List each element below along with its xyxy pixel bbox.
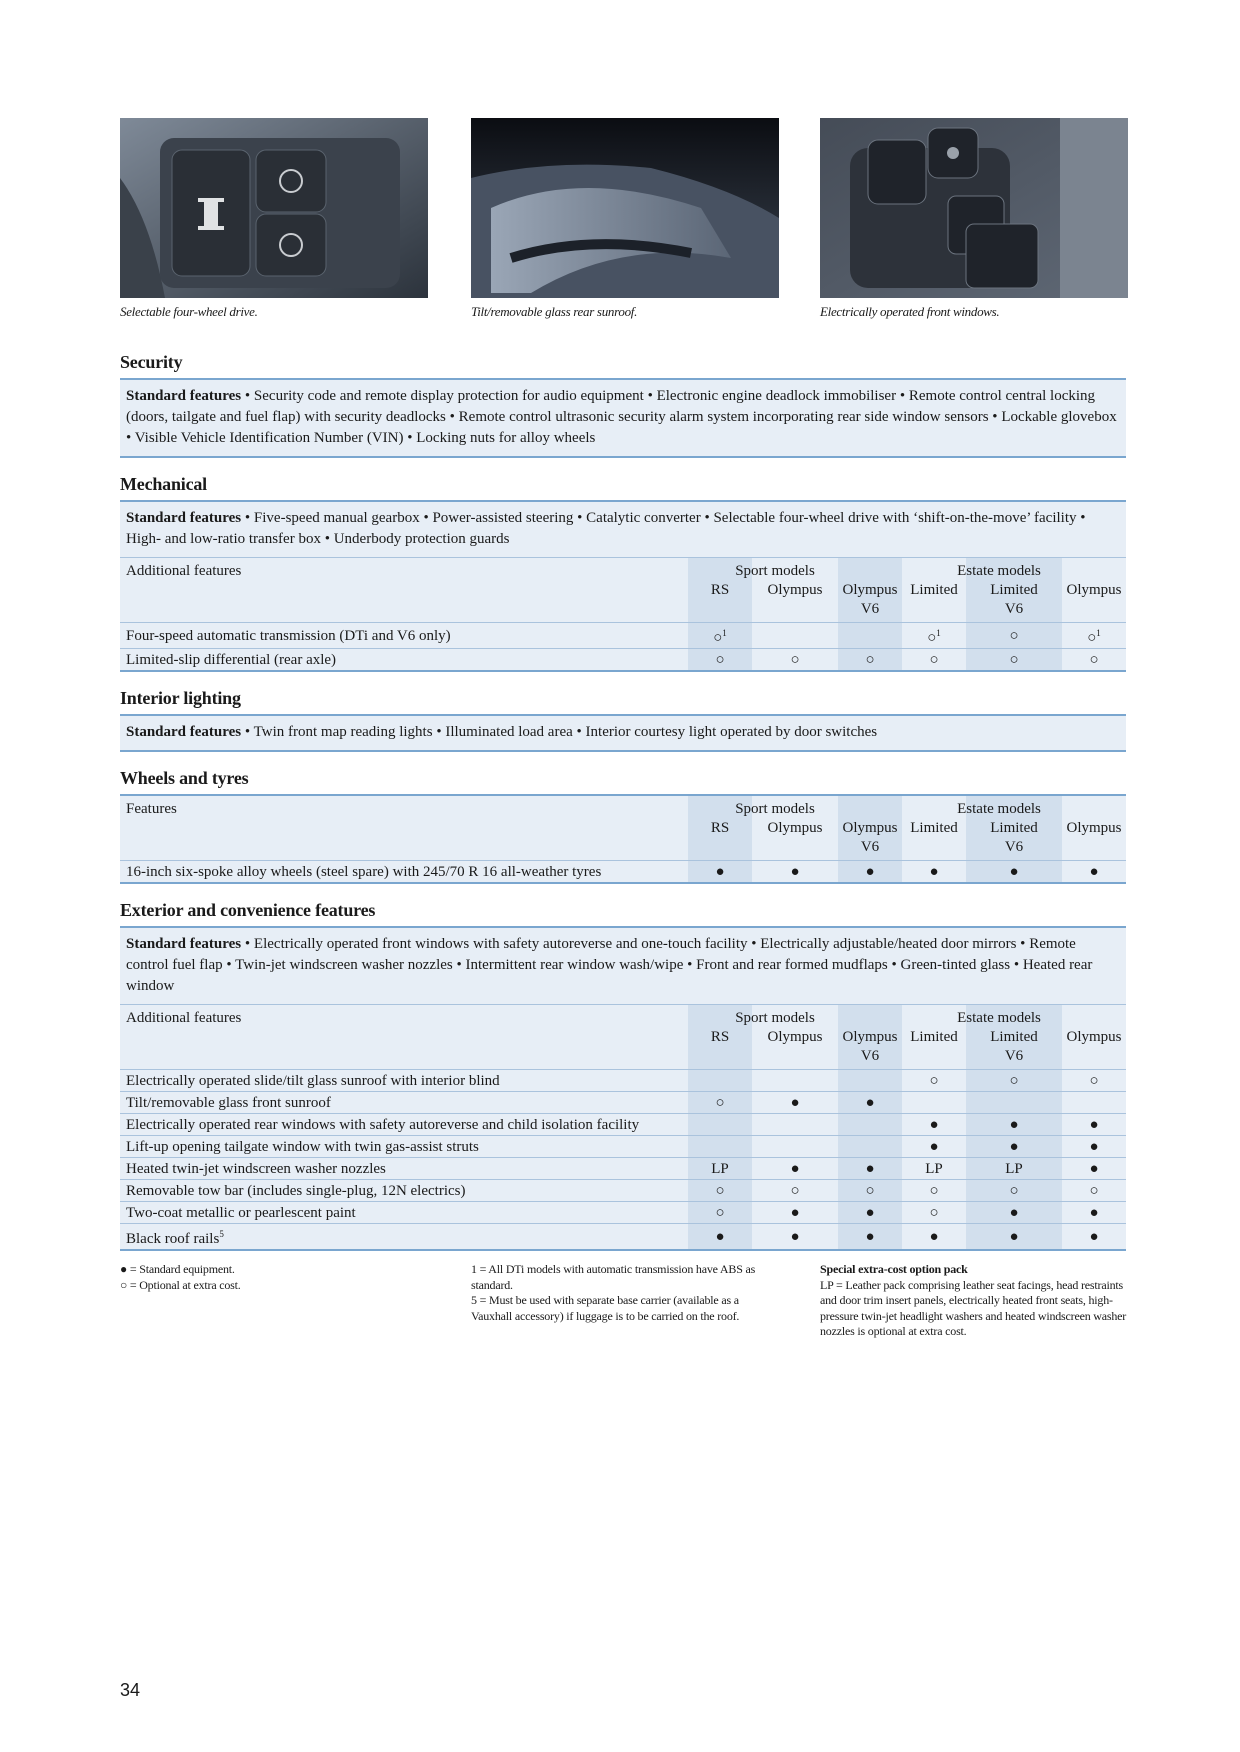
feature-name: Electrically operated slide/tilt glass sunroof with interior blind bbox=[120, 1070, 688, 1092]
table-row bbox=[120, 1180, 1126, 1202]
features-table bbox=[120, 558, 1126, 672]
standard-feature-item: Lockable glovebox bbox=[1001, 409, 1117, 425]
feature-value: ● bbox=[688, 1224, 752, 1251]
feature-value bbox=[688, 1070, 752, 1092]
feature-value: ○ bbox=[838, 1180, 902, 1202]
feature-value: ○ bbox=[688, 649, 752, 672]
column-header bbox=[838, 796, 902, 861]
standard-features-label: Standard features bbox=[126, 388, 242, 404]
standard-feature-item: Twin-jet windscreen washer nozzles bbox=[235, 957, 453, 973]
standard-features: Standard features • Security code and remote display protection for audio equipment • Electronic engine deadlock immobiliser • Remote control central locking (doors, tailgate and fuel flap) with security deadlocks • Remote control ultrasonic security alarm system incorporating rear side window sensors • Lockable glovebox • Visible Vehicle Identification Number (VIN) • Locking nuts for alloy wheels bbox=[120, 380, 1126, 458]
header-spacer bbox=[841, 1009, 899, 1028]
standard-feature-item: Heated rear window bbox=[126, 957, 1093, 994]
feature-value: ○$^1$ bbox=[688, 623, 752, 649]
feature-value: ● bbox=[902, 1114, 966, 1136]
standard-feature-item: Remote control fuel flap bbox=[126, 936, 1076, 973]
column-name-sub: V6 bbox=[1004, 839, 1024, 855]
feature-value bbox=[838, 1114, 902, 1136]
feature-value bbox=[752, 1136, 838, 1158]
feature-name: Four-speed automatic transmission (DTi and V6 only) bbox=[120, 623, 688, 649]
standard-feature-item: High- and low-ratio transfer box bbox=[126, 531, 321, 547]
header-spacer bbox=[1065, 1009, 1123, 1028]
column-name: Olympus bbox=[1066, 1029, 1122, 1045]
feature-name: 16-inch six-spoke alloy wheels (steel spare) with 245/70 R 16 all-weather tyres bbox=[120, 861, 688, 884]
column-name: Olympus bbox=[767, 582, 823, 598]
column-header bbox=[957, 796, 1062, 861]
column-header bbox=[735, 1005, 838, 1070]
feature-name: Heated twin-jet windscreen washer nozzles bbox=[120, 1158, 688, 1180]
feature-value: ● bbox=[902, 1136, 966, 1158]
column-header bbox=[1062, 796, 1126, 861]
standard-feature-item: Remote control central locking (doors, tailgate and fuel flap) with security deadlocks bbox=[126, 388, 1096, 425]
feature-value bbox=[752, 1070, 838, 1092]
feature-value: LP bbox=[902, 1158, 966, 1180]
group-header-sport: Sport models bbox=[735, 563, 815, 579]
feature-value: ○ bbox=[838, 649, 902, 672]
feature-value: ● bbox=[752, 861, 838, 884]
feature-value: ○$^1$ bbox=[902, 623, 966, 649]
table-row bbox=[120, 649, 1126, 672]
feature-value bbox=[902, 1092, 966, 1114]
feature-value: ● bbox=[838, 1202, 902, 1224]
feature-name: Black roof rails$^5$ bbox=[120, 1224, 688, 1251]
feature-value bbox=[752, 1114, 838, 1136]
standard-feature-item: Electrically operated front windows with safety autoreverse and one-touch facility bbox=[253, 936, 748, 952]
feature-value: LP bbox=[688, 1158, 752, 1180]
standard-feature-item: Power-assisted steering bbox=[432, 510, 574, 526]
column-header bbox=[735, 796, 838, 861]
feature-value: ● bbox=[966, 1224, 1062, 1251]
feature-value: ● bbox=[838, 1092, 902, 1114]
feature-name: Tilt/removable glass front sunroof bbox=[120, 1092, 688, 1114]
standard-feature-item: Intermittent rear window wash/wipe bbox=[465, 957, 684, 973]
column-name: Olympus bbox=[767, 1029, 823, 1045]
feature-value: ○ bbox=[902, 1202, 966, 1224]
standard-feature-item: Visible Vehicle Identification Number (VIN) bbox=[134, 430, 404, 446]
feature-value: ● bbox=[1062, 1224, 1126, 1251]
column-name: Limited bbox=[990, 820, 1038, 836]
table-row bbox=[120, 1202, 1126, 1224]
column-header bbox=[1062, 1005, 1126, 1070]
feature-value: ● bbox=[688, 861, 752, 884]
feature-value: ○ bbox=[1062, 1180, 1126, 1202]
feature-value: ● bbox=[838, 1224, 902, 1251]
column-name: RS bbox=[710, 582, 730, 598]
feature-value bbox=[966, 1092, 1062, 1114]
table-row bbox=[120, 1158, 1126, 1180]
feature-value bbox=[838, 1070, 902, 1092]
column-header bbox=[957, 558, 1062, 623]
feature-value: ● bbox=[966, 861, 1062, 884]
legend-line: ● = Standard equipment. bbox=[120, 1262, 235, 1276]
column-name: Limited bbox=[910, 820, 958, 836]
feature-name: Electrically operated rear windows with safety autoreverse and child isolation facility bbox=[120, 1114, 688, 1136]
column-name: Olympus bbox=[842, 820, 898, 836]
standard-feature-item: Underbody protection guards bbox=[333, 531, 510, 547]
table-header-label: Features bbox=[120, 796, 688, 861]
feature-value: ● bbox=[966, 1136, 1062, 1158]
features-table bbox=[120, 1005, 1126, 1251]
feature-name: Lift-up opening tailgate window with twin gas-assist struts bbox=[120, 1136, 688, 1158]
column-header bbox=[838, 558, 902, 623]
column-name-sub: V6 bbox=[860, 1048, 880, 1064]
table-row bbox=[120, 1070, 1126, 1092]
footnote-1: 1 = All DTi models with automatic transmission have ABS as standard. bbox=[471, 1262, 756, 1292]
table-row bbox=[120, 861, 1126, 884]
standard-feature-item: Interior courtesy light operated by door switches bbox=[585, 724, 878, 740]
feature-value: ● bbox=[1062, 1114, 1126, 1136]
feature-value: ● bbox=[1062, 1136, 1126, 1158]
column-header bbox=[1062, 558, 1126, 623]
feature-name: Removable tow bar (includes single-plug, 12N electrics) bbox=[120, 1180, 688, 1202]
table-header-row bbox=[120, 558, 1126, 623]
footnote-5: 5 = Must be used with separate base carrier (available as a Vauxhall accessory) if luggage is to be carried on the roof. bbox=[471, 1293, 740, 1323]
table-row bbox=[120, 1114, 1126, 1136]
feature-value: ● bbox=[966, 1114, 1062, 1136]
feature-value bbox=[838, 623, 902, 649]
header-spacer bbox=[1065, 800, 1123, 819]
column-name-sub: V6 bbox=[1004, 601, 1024, 617]
feature-value: ○ bbox=[688, 1180, 752, 1202]
feature-value: ● bbox=[902, 861, 966, 884]
feature-value: ● bbox=[838, 861, 902, 884]
photo-front-windows bbox=[820, 118, 1128, 298]
column-name: Limited bbox=[990, 582, 1038, 598]
column-name: Limited bbox=[990, 1029, 1038, 1045]
feature-value: ○ bbox=[902, 649, 966, 672]
feature-value: ● bbox=[752, 1092, 838, 1114]
table-header-label: Additional features bbox=[120, 1005, 688, 1070]
table-header-row bbox=[120, 796, 1126, 861]
photo-four-wheel-drive bbox=[120, 118, 428, 298]
feature-value: ○ bbox=[688, 1202, 752, 1224]
table-header-label: Additional features bbox=[120, 558, 688, 623]
feature-value bbox=[1062, 1092, 1126, 1114]
feature-value bbox=[752, 623, 838, 649]
column-header bbox=[957, 1005, 1062, 1070]
column-name-sub: V6 bbox=[860, 839, 880, 855]
feature-name: Limited-slip differential (rear axle) bbox=[120, 649, 688, 672]
feature-value: ○ bbox=[966, 1180, 1062, 1202]
table-row bbox=[120, 1136, 1126, 1158]
photo-caption: Tilt/removable glass rear sunroof. bbox=[471, 304, 638, 319]
section-title: Wheels and tyres bbox=[120, 768, 249, 788]
mechanical-section bbox=[120, 472, 1126, 672]
security-section bbox=[120, 350, 1126, 458]
column-name-sub: V6 bbox=[1004, 1048, 1024, 1064]
photo-caption: Electrically operated front windows. bbox=[820, 304, 1000, 319]
standard-feature-item: Illuminated load area bbox=[445, 724, 573, 740]
legend-line: ○ = Optional at extra cost. bbox=[120, 1277, 241, 1292]
option-pack-title: Special extra-cost option pack bbox=[820, 1262, 968, 1276]
column-name: Olympus bbox=[842, 1029, 898, 1045]
option-pack-text: LP = Leather pack comprising leather seat facings, head restraints and door trim insert panels, electrically heated front seats, high-pressure twin-jet headlight washers and heated windscreen washer nozzles is optional at extra cost. bbox=[820, 1277, 1127, 1338]
section-title: Exterior and convenience features bbox=[120, 900, 376, 920]
group-header-estate: Estate models bbox=[957, 801, 1041, 817]
section-title: Interior lighting bbox=[120, 688, 241, 708]
column-name: Limited bbox=[910, 1029, 958, 1045]
column-name: Limited bbox=[910, 582, 958, 598]
standard-features-label: Standard features bbox=[126, 510, 242, 526]
feature-value: ○ bbox=[902, 1070, 966, 1092]
group-header-estate: Estate models bbox=[957, 1010, 1041, 1026]
photo-caption: Selectable four-wheel drive. bbox=[120, 304, 258, 319]
standard-feature-item: Catalytic converter bbox=[586, 510, 701, 526]
feature-value: ○$^1$ bbox=[1062, 623, 1126, 649]
header-spacer bbox=[841, 800, 899, 819]
section-title: Security bbox=[120, 352, 183, 372]
feature-value: ● bbox=[966, 1202, 1062, 1224]
feature-value: ● bbox=[838, 1158, 902, 1180]
legend-option-pack bbox=[820, 1262, 1130, 1340]
standard-feature-item: Electronic engine deadlock immobiliser bbox=[656, 388, 897, 404]
standard-feature-item: Twin front map reading lights bbox=[253, 724, 433, 740]
feature-value: ○ bbox=[752, 1180, 838, 1202]
standard-features: Standard features • Twin front map reading lights • Illuminated load area • Interior courtesy light operated by door switches bbox=[120, 716, 1126, 752]
page-number: 34 bbox=[120, 1680, 141, 1700]
standard-features: Standard features • Five-speed manual gearbox • Power-assisted steering • Catalytic converter • Selectable four-wheel drive with ‘shift-on-the-move’ facility • High- and low-ratio transfer box • Underbody protection guards bbox=[120, 502, 1126, 558]
group-header-estate: Estate models bbox=[957, 563, 1041, 579]
feature-value: ○ bbox=[1062, 1070, 1126, 1092]
column-header bbox=[838, 1005, 902, 1070]
interior-lighting-section bbox=[120, 686, 1126, 752]
column-name: RS bbox=[710, 820, 730, 836]
feature-value: ● bbox=[902, 1224, 966, 1251]
legend-footnotes bbox=[471, 1262, 781, 1324]
standard-feature-item: Selectable four-wheel drive with ‘shift-on-the-move’ facility bbox=[713, 510, 1077, 526]
column-name: Olympus bbox=[842, 582, 898, 598]
feature-value: ○ bbox=[966, 649, 1062, 672]
feature-value: LP bbox=[966, 1158, 1062, 1180]
feature-value bbox=[688, 1114, 752, 1136]
feature-value: ● bbox=[752, 1224, 838, 1251]
features-table bbox=[120, 796, 1126, 884]
photo-rear-sunroof bbox=[471, 118, 779, 298]
column-name: Olympus bbox=[767, 820, 823, 836]
standard-feature-item: Five-speed manual gearbox bbox=[253, 510, 420, 526]
specifications bbox=[120, 350, 1126, 1265]
feature-value: ● bbox=[1062, 1158, 1126, 1180]
wheels-section bbox=[120, 766, 1126, 884]
feature-value: ○ bbox=[688, 1092, 752, 1114]
column-name: Olympus bbox=[1066, 820, 1122, 836]
header-spacer bbox=[841, 562, 899, 581]
standard-features-label: Standard features bbox=[126, 936, 242, 952]
feature-value bbox=[838, 1136, 902, 1158]
standard-features-label: Standard features bbox=[126, 724, 242, 740]
header-spacer bbox=[1065, 562, 1123, 581]
group-header-sport: Sport models bbox=[735, 1010, 815, 1026]
column-name: Olympus bbox=[1066, 582, 1122, 598]
standard-feature-item: Green-tinted glass bbox=[900, 957, 1011, 973]
table-row bbox=[120, 623, 1126, 649]
column-name-sub: V6 bbox=[860, 601, 880, 617]
exterior-section bbox=[120, 898, 1126, 1251]
table-row bbox=[120, 1224, 1126, 1251]
section-title: Mechanical bbox=[120, 474, 207, 494]
standard-feature-item: Electrically adjustable/heated door mirrors bbox=[760, 936, 1017, 952]
table-row bbox=[120, 1092, 1126, 1114]
feature-value bbox=[688, 1136, 752, 1158]
group-header-sport: Sport models bbox=[735, 801, 815, 817]
standard-feature-item: Security code and remote display protection for audio equipment bbox=[253, 388, 644, 404]
feature-value: ● bbox=[752, 1202, 838, 1224]
feature-value: ○ bbox=[966, 623, 1062, 649]
feature-value: ○ bbox=[966, 1070, 1062, 1092]
column-header bbox=[735, 558, 838, 623]
feature-value: ● bbox=[1062, 861, 1126, 884]
standard-feature-item: Locking nuts for alloy wheels bbox=[416, 430, 596, 446]
standard-features: Standard features • Electrically operated front windows with safety autoreverse and one-touch facility • Electrically adjustable/heated door mirrors • Remote control fuel flap • Twin-jet windscreen washer nozzles • Intermittent rear window wash/wipe • Front and rear formed mudflaps • Green-tinted glass • Heated rear window bbox=[120, 928, 1126, 1005]
feature-name: Two-coat metallic or pearlescent paint bbox=[120, 1202, 688, 1224]
feature-value: ○ bbox=[752, 649, 838, 672]
standard-feature-item: Remote control ultrasonic security alarm system incorporating rear side window sensors bbox=[458, 409, 989, 425]
column-name: RS bbox=[710, 1029, 730, 1045]
legend-key bbox=[120, 1262, 420, 1293]
table-header-row bbox=[120, 1005, 1126, 1070]
feature-value: ● bbox=[752, 1158, 838, 1180]
feature-value: ○ bbox=[1062, 649, 1126, 672]
feature-value: ● bbox=[1062, 1202, 1126, 1224]
standard-feature-item: Front and rear formed mudflaps bbox=[696, 957, 888, 973]
feature-value: ○ bbox=[902, 1180, 966, 1202]
